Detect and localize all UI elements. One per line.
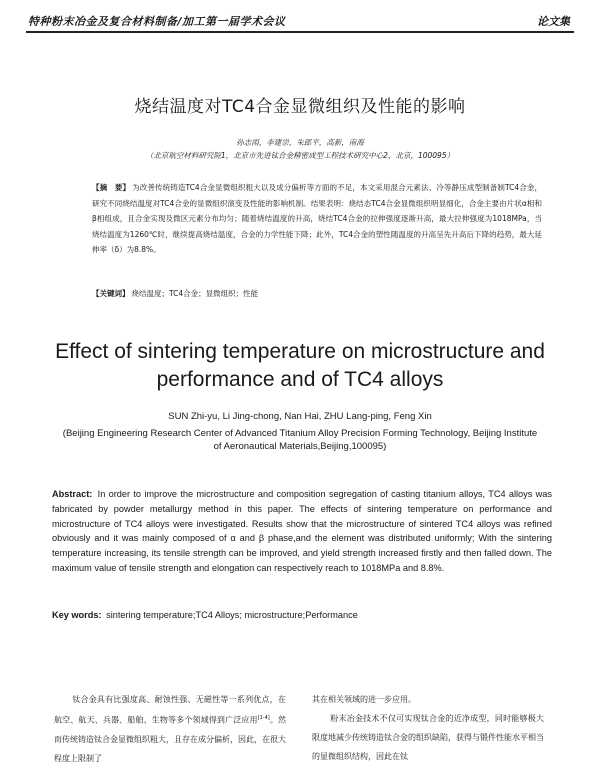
abstract-chinese-text: 为改善传统铸造TC4合金显微组织粗大以及成分偏析等方面的不足，本文采用混合元素法、冷等静压成型制备制TC4合金，研究不同烧结温度对TC4合金的显微组织演变及性能的影响机制。结果表明：烧结态TC4合金显微组织明显细化，合金主要由片状α相和β相组成，且合金实现及微区元素分布均匀；随着烧结温度的升高，烧结TC4合金的拉伸强度逐渐升高，最大拉伸强度为1018MPa，当烧结温度为1260℃时，继续提高烧结温度，合金的力学性能下降；此外，TC4合金的塑性随温度的升高呈先升高后下降的趋势，最大延伸率（δ）为8.8%。	[92, 183, 542, 255]
affiliation-chinese: （北京航空材料研究院1，北京市先进钛合金精密成型工程技术研究中心2，北京，100095）	[145, 151, 455, 160]
running-header-section: 论文集	[537, 15, 570, 28]
body-right-paragraph-1: 其在相关领域的进一步应用。	[312, 695, 416, 704]
keywords-english	[52, 610, 552, 620]
keywords-english-label: Key words:	[52, 610, 102, 620]
keywords-chinese	[92, 288, 542, 299]
abstract-english-text: In order to improve the microstructure and composition segregation of casting titanium alloys, TC4 alloys was fabricated by powder metallurgy method in this paper. The effects of sintering temperature on performance and microstructure of TC4 alloys were investigated. Results show that the microstructure of sintered TC4 alloys was refined obviously and it was mainly composed of α and β phase,and the element was distributed uniformly; With the sintering temperature increasing, its tensile strength can be improved, and yield strength increased firstly and then falled down. The maximum value of tensile strength and elongation can respectively reach to 1018MPa and 8.8%.	[52, 489, 552, 573]
citation-ref: [1-4]	[257, 715, 270, 721]
keywords-chinese-text: 烧结温度；TC4合金；显微组织；性能	[131, 289, 259, 298]
body-left-paragraph: 钛合金具有比强度高、耐蚀性强、无磁性等一系列优点，在航空、航天、兵器、船舶、生物等多个领域得到广泛应用	[54, 695, 286, 725]
keywords-english-text: sintering temperature;TC4 Alloys; microstructure;Performance	[106, 610, 358, 620]
body-right-paragraph-2: 粉末冶金技术不仅可实现钛合金的近净成型，同时能够极大限度地减少传统铸造钛合金的组织缺陷，获得与锻件性能水平相当的显微组织结构，因此在钛	[312, 714, 544, 761]
body-column-right	[312, 690, 544, 766]
abstract-chinese-label: 【摘 要】	[92, 183, 131, 192]
authors-chinese: 孙志雨，李建崇，朱郎平，高新，南海	[236, 138, 364, 147]
header-rule	[26, 31, 574, 33]
title-english: Effect of sintering temperature on microstructure and performance and of TC4 alloys	[55, 340, 545, 391]
affiliation-english: (Beijing Engineering Research Center of Advanced Titanium Alloy Precision Forming Technology, Beijing Institute of Aeronautical Materials,Beijing,100095)	[62, 428, 538, 452]
authors-english: SUN Zhi-yu, Li Jing-chong, Nan Hai, ZHU Lang-ping, Feng Xin	[168, 411, 432, 422]
title-chinese: 烧结温度对TC4合金显微组织及性能的影响	[134, 97, 466, 117]
body-left-paragraph-cont: 。然而传统铸造钛合金显微组织粗大，且存在成分偏析，因此，在很大程度上限制了	[54, 715, 287, 763]
abstract-english-label: Abstract:	[52, 489, 93, 499]
abstract-english	[52, 487, 552, 576]
body-column-left	[54, 690, 286, 768]
running-header-journal: 特种粉末冶金及复合材料制备/加工第一届学术会议	[28, 15, 286, 28]
keywords-chinese-label: 【关键词】	[92, 289, 130, 298]
abstract-chinese	[92, 180, 542, 258]
